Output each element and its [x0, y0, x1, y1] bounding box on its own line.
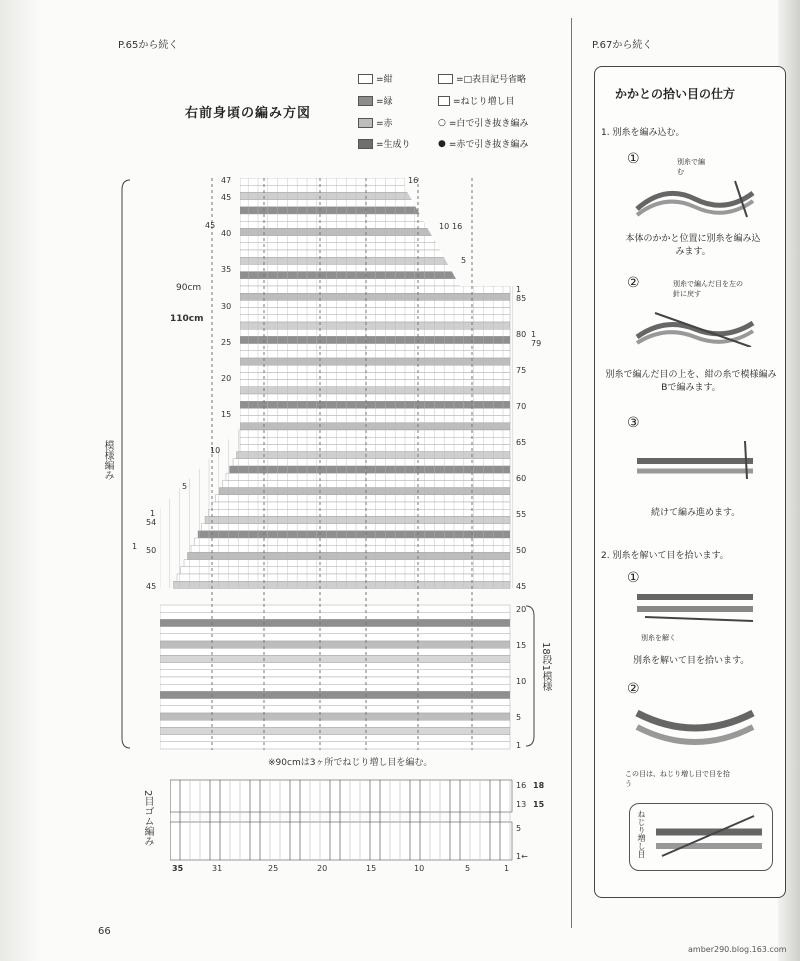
chart-cell: [240, 344, 510, 351]
chart-cell: [240, 437, 510, 444]
rib-row-number: 18: [533, 781, 545, 790]
row-number-right: 5: [516, 713, 522, 722]
chart-cell: [240, 286, 510, 293]
chart-cell: [198, 531, 510, 538]
row-number: 50: [146, 546, 157, 555]
knitting-illustration: [635, 439, 755, 479]
step-number: ①: [627, 151, 640, 167]
row-number-right: 1: [516, 741, 522, 750]
chart-cell: [240, 214, 440, 221]
legend-item-white-slip: ○ =白で引き抜き編み: [438, 117, 529, 129]
rib-block: [170, 822, 512, 860]
rib-label: 2目ゴム編み: [142, 790, 153, 847]
chart-cell: [195, 538, 511, 545]
row-number-right: 15: [516, 641, 527, 650]
row-mark-right: 1: [531, 330, 537, 339]
drop-icon: ○: [438, 117, 446, 128]
chart-cell: [240, 336, 510, 343]
chart-cell: [240, 293, 510, 300]
chart-cell: [177, 574, 510, 581]
chart-cell: [240, 192, 419, 199]
chart-cell: [240, 387, 510, 394]
row-number-right: 85: [516, 294, 527, 303]
row-number-right: 20: [516, 605, 527, 614]
legend-item-navy: =紺: [358, 72, 393, 85]
chart-cell: [216, 495, 511, 502]
chart-cell: [240, 300, 510, 307]
step-number: ②: [627, 681, 640, 697]
knitting-illustration: [635, 179, 755, 219]
chart-cell: [184, 560, 510, 567]
chart-cell: [230, 466, 511, 473]
pattern-repeat-label: 18段1模様: [540, 642, 551, 692]
chart-cell: [226, 473, 510, 480]
row-number-right: 45: [516, 582, 527, 591]
chart-cell: [240, 358, 510, 365]
chart-cell: [240, 228, 454, 235]
drop-icon: ●: [438, 138, 446, 149]
chart-cell: [240, 423, 510, 430]
chart-cell: [240, 322, 510, 329]
pattern-stitch-label: 模様編み: [102, 440, 113, 480]
step-caption: 続けて編み進めます。: [651, 508, 741, 518]
row-number: 15: [221, 410, 232, 419]
page-number: 66: [98, 926, 111, 937]
chart-cell: [219, 488, 510, 495]
column-number: 1: [504, 864, 510, 873]
chart-cell: [240, 430, 510, 437]
column-number: 5: [465, 864, 471, 873]
row-number-right: 80: [516, 330, 527, 339]
chart-cell: [191, 545, 510, 552]
chart-cell: [240, 416, 510, 423]
shaping-number: 5: [461, 256, 467, 265]
step-number: ③: [627, 415, 640, 431]
chart-cell: [240, 185, 412, 192]
row-number: 40: [221, 229, 232, 238]
measure-90: 90cm: [176, 283, 202, 293]
knitting-illustration: [635, 587, 755, 627]
row-number-right: 1: [516, 285, 522, 294]
legend-item-red-slip: ● =赤で引き抜き編み: [438, 138, 529, 150]
chart-cell: [240, 178, 405, 185]
step-caption: 本体のかかと位置に別糸を編み込みます。: [625, 234, 761, 257]
step-heading: 1. 別糸を編み込む。: [601, 128, 685, 138]
chart-cell: [240, 329, 510, 336]
legend-item-ecru: =生成り: [358, 137, 411, 150]
chart-cell: [181, 567, 511, 574]
row-number-right: 65: [516, 438, 527, 447]
measure-110: 110cm: [170, 314, 204, 324]
continued-from-header: P.65から続く: [118, 40, 179, 51]
chart-cell: [240, 308, 510, 315]
callout-box: [629, 803, 773, 871]
step-heading: 2. 別糸を解いて目を拾います。: [601, 551, 729, 561]
step-caption: 別糸で編んだ目の上を、紺の糸で模様編みBで編みます。: [605, 370, 777, 393]
column-number: 15: [366, 864, 377, 873]
chart-cell: [240, 394, 510, 401]
knitting-illustration: [635, 703, 755, 747]
rib-row-number: 16: [516, 781, 527, 790]
knitting-illustration: [635, 307, 755, 347]
chart-cell: [240, 408, 510, 415]
chart-cell: [240, 380, 510, 387]
step-number: ①: [627, 570, 640, 586]
chart-cell: [240, 365, 510, 372]
chart-cell: [174, 581, 511, 588]
continued-from-header-right: P.67から続く: [592, 40, 653, 51]
chart-note: ※90cmは3ヶ所でねじり増し目を編む。: [268, 758, 433, 768]
row-number: 25: [221, 338, 232, 347]
chart-cell: [240, 243, 468, 250]
chart-cell: [240, 372, 510, 379]
step-caption: 別糸を解いて目を拾います。: [633, 656, 750, 666]
shaping-number: 16: [408, 176, 419, 185]
rib-row-number: 13: [516, 800, 527, 809]
pattern-bracket: [118, 178, 132, 750]
row-number-right: 10: [516, 677, 527, 686]
chart-cell: [240, 351, 510, 358]
page-divider: [571, 18, 572, 928]
chart-cell: [209, 509, 511, 516]
stitch-mark: 1: [132, 542, 138, 551]
rib-chart: [170, 778, 515, 863]
chart-cell: [188, 552, 511, 559]
row-number: 20: [221, 374, 232, 383]
chart-cell: [212, 502, 510, 509]
row-number-right: 50: [516, 546, 527, 555]
chart-cell: [240, 315, 510, 322]
legend-item-red: =赤: [358, 116, 393, 129]
chart-cell: [205, 516, 510, 523]
chart-cell: [240, 444, 510, 451]
legend-item-green: =緑: [358, 94, 393, 107]
step-note: この目は、ねじり増し目で目を拾う: [625, 770, 730, 788]
column-number: 10: [414, 864, 425, 873]
panel-title: かかとの拾い目の仕方: [615, 87, 736, 101]
legend-item-twisted-increase: =ねじり増し目: [438, 94, 515, 107]
chart-cell: [240, 250, 475, 257]
step-note: 別糸を解く: [641, 634, 676, 642]
shaping-number: 10: [439, 222, 450, 231]
chart-cell: [240, 236, 461, 243]
row-mark-right: 79: [531, 339, 542, 348]
stitch-mark: 45: [205, 221, 216, 230]
step-note: 別糸で編んだ目を左の針に戻す: [673, 280, 743, 298]
shaping-number: 16: [452, 222, 463, 231]
column-number: 31: [212, 864, 223, 873]
row-number: 5: [182, 482, 188, 491]
row-number: 47: [221, 176, 232, 185]
chart-title: 右前身頃の編み方図: [185, 106, 312, 121]
row-number: 30: [221, 302, 232, 311]
row-number: 45: [221, 193, 232, 202]
row-number: 1: [150, 509, 156, 518]
column-number: 35: [172, 864, 184, 873]
watermark: amber290.blog.163.com: [688, 945, 787, 954]
callout-label: ねじり増し目: [637, 810, 646, 858]
row-number: 35: [221, 265, 232, 274]
knitting-illustration: [654, 812, 764, 862]
rib-block: [170, 780, 512, 812]
row-number: 45: [146, 582, 157, 591]
chart-cell: [233, 459, 510, 466]
row-number-right: 55: [516, 510, 527, 519]
rib-row-number: 15: [533, 800, 545, 809]
column-number: 20: [317, 864, 328, 873]
row-number: 10: [210, 446, 221, 455]
heel-pickup-panel: [594, 66, 786, 898]
page-binding-shadow: [0, 0, 40, 961]
row-number-right: 75: [516, 366, 527, 375]
step-number: ②: [627, 275, 640, 291]
row-number-right: 60: [516, 474, 527, 483]
rib-row-number: 1←: [516, 852, 528, 861]
chart-cell: [240, 401, 510, 408]
row-number-right: 70: [516, 402, 527, 411]
repeat-bracket: [526, 604, 538, 748]
step-note: 別糸で編む: [677, 158, 705, 176]
row-number: 54: [146, 518, 157, 527]
chart-cell: [240, 221, 447, 228]
column-number: 25: [268, 864, 279, 873]
legend-item-knit-omitted: =□表目記号省略: [438, 72, 526, 85]
rib-row-number: 5: [516, 824, 522, 833]
